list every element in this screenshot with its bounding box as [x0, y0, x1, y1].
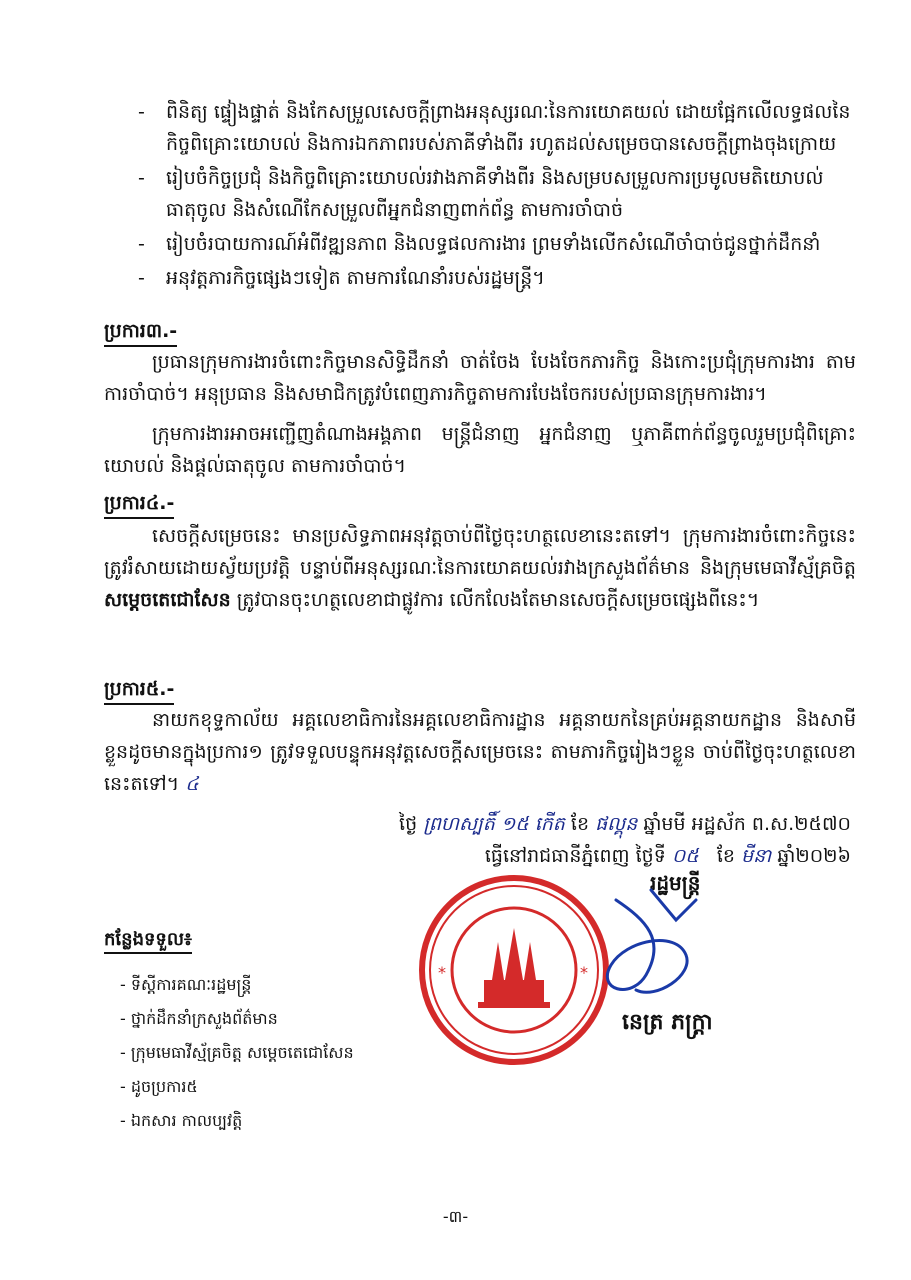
article4-text-b: ត្រូវបានចុះហត្ថលេខាជាផ្លូវការ លើកលែងតែមានសេចក្ដីសម្រេចផ្សេងពីនេះ។ [236, 589, 760, 611]
solar-year: ឆ្នាំ២០២៦ [777, 845, 851, 867]
recipient-item: - ឯកសារ កាលប្បវត្តិ [120, 1111, 243, 1130]
article5-heading: ប្រការ៥.- [104, 676, 174, 705]
solar-date-line [331, 840, 851, 872]
lunar-day-handwritten: ព្រហស្បតិ៍ ១៥ កើត [423, 813, 565, 835]
article3-heading: ប្រការ៣.- [104, 318, 177, 347]
list-item-text: ពិនិត្យ ផ្ទៀងផ្ទាត់ និងកែសម្រួលសេចក្ដីព្រាងអនុស្សរណៈនៃការយោគយល់ ដោយផ្អែកលើលទ្ធផលនៃកិច្ចពិគ្រោះយោបល់ និងការឯកភាពរបស់ភាគីទាំងពីរ រហូតដល់សម្រេចបានសេចក្ដីព្រាងចុងក្រោយ [166, 101, 851, 155]
lunar-prefix: ថ្ងៃ [399, 813, 418, 835]
lunar-date-line [331, 808, 851, 840]
article5-text: នាយកខុទ្ទកាល័យ អគ្គលេខាធិការនៃអគ្គលេខាធិការដ្ឋាន អគ្គនាយកនៃគ្រប់អគ្គនាយកដ្ឋាន និងសាមីខ្លួនដូចមានក្នុងប្រការ១ ត្រូវទទួលបន្ទុកអនុវត្តសេចក្ដីសម្រេចនេះ តាមភារកិច្ចរៀងៗខ្លួន ចាប់ពីថ្ងៃចុះហត្ថលេខានេះតទៅ។ [104, 709, 856, 795]
recipient-item: - ក្រុមមេធាវីស្ម័គ្រចិត្ត សម្ដេចតេជោសែន [120, 1043, 354, 1062]
article3-paragraph-1: ប្រធានក្រុមការងារចំពោះកិច្ចមានសិទ្ធិដឹកនាំ ចាត់ចែង បែងចែកភារកិច្ច និងកោះប្រជុំក្រុមការងារ តាមការចាំបាច់។ អនុប្រធាន និងសមាជិកត្រូវបំពេញភារកិច្ចតាមការបែងចែករបស់ប្រធានក្រុមការងារ។ [104, 351, 856, 405]
article4-heading: ប្រការ៤.- [104, 490, 174, 519]
article3-paragraph-2: ក្រុមការងារអាចអញ្ជើញតំណាងអង្គភាព មន្ត្រីជំនាញ អ្នកជំនាញ ឬភាគីពាក់ព័ន្ធចូលរួមប្រជុំពិគ្រោះយោបល់ និងផ្ដល់ធាតុចូល តាមការចាំបាច់។ [104, 423, 856, 477]
solar-day-handwritten: ០៥ [671, 845, 699, 867]
solar-prefix: ធ្វើនៅរាជធានីភ្នំពេញ ថ្ងៃទី [484, 845, 666, 867]
recipient-item: - ដូចប្រការ៥ [120, 1077, 198, 1096]
list-item-text: រៀបចំកិច្ចប្រជុំ និងកិច្ចពិគ្រោះយោបល់រវាងភាគីទាំងពីរ និងសម្របសម្រួលការប្រមូលមតិយោបល់ ធាតុចូល និងសំណើកែសម្រួលពីអ្នកជំនាញពាក់ព័ន្ធ តាមការចាំបាច់ [166, 167, 824, 221]
svg-text:*: * [438, 963, 446, 982]
handwritten-initial: ៤ [185, 773, 199, 795]
list-item-text: រៀបចំរបាយការណ៍អំពីវឌ្ឍនភាព និងលទ្ធផលការងារ ព្រមទាំងលើកសំណើចាំបាច់ជូនថ្នាក់ដឹកនាំ [166, 233, 821, 255]
recipient-item: - ទីស្ដីការគណៈរដ្ឋមន្ត្រី [120, 975, 252, 994]
list-item: - ពិនិត្យ ផ្ទៀងផ្ទាត់ និងកែសម្រួលសេចក្ដីព្រាងអនុស្សរណៈនៃការយោគយល់ ដោយផ្អែកលើលទ្ធផលនៃកិច្ចពិគ្រោះយោបល់ និងការឯកភាពរបស់ភាគីទាំងពីរ រហូតដល់សម្រេចបានសេចក្ដីព្រាងចុងក្រោយ [138, 101, 851, 155]
page-number: -៣- [442, 1207, 469, 1226]
recipients-heading: កន្លែងទទួល៖ [104, 928, 192, 954]
article4-text-a: សេចក្ដីសម្រេចនេះ មានប្រសិទ្ធភាពអនុវត្តចាប់ពីថ្ងៃចុះហត្ថលេខានេះតទៅ។ ក្រុមការងារចំពោះកិច្ចនេះ ត្រូវរំសាយដោយស្វ័យប្រវត្តិ បន្ទាប់ពីអនុស្សរណៈនៃការយោគយល់រវាងក្រសួងព័ត៌មាន និងក្រុមមេធាវីស្ម័គ្រចិត្ត [104, 525, 856, 579]
recipient-item: - ថ្នាក់ដឹកនាំក្រសួងព័ត៌មាន [120, 1009, 278, 1028]
date-block [331, 808, 851, 872]
lunar-month-handwritten: ផល្គុន [595, 813, 638, 835]
list-item: - រៀបចំរបាយការណ៍អំពីវឌ្ឍនភាព និងលទ្ធផលការងារ ព្រមទាំងលើកសំណើចាំបាច់ជូនថ្នាក់ដឹកនាំ [138, 233, 821, 255]
minister-title: រដ្ឋមន្ត្រី [650, 871, 701, 895]
article4-bold-name: សម្ដេចតេជោសែន [104, 589, 231, 611]
article4-paragraph [104, 520, 856, 616]
lunar-year: ឆ្នាំមមី អដ្ឋស័ក ព.ស.២៥៧០ [643, 813, 851, 835]
recipients-list [120, 968, 354, 1138]
lunar-month-label: ខែ [570, 813, 590, 835]
list-item: - អនុវត្តភារកិច្ចផ្សេងៗទៀត តាមការណែនាំរបស់រដ្ឋមន្ត្រី។ [138, 267, 545, 289]
article5-paragraph [104, 704, 856, 800]
signer-name: នេត្រ ភក្ត្រា [622, 1010, 713, 1035]
list-item: - រៀបចំកិច្ចប្រជុំ និងកិច្ចពិគ្រោះយោបល់រវាងភាគីទាំងពីរ និងសម្របសម្រួលការប្រមូលមតិយោបល់ ធាតុចូល និងសំណើកែសម្រួលពីអ្នកជំនាញពាក់ព័ន្ធ តាមការចាំបាច់ [138, 167, 824, 221]
svg-text:*: * [580, 963, 588, 982]
duties-list [138, 96, 858, 296]
solar-month-label: ខែ [716, 845, 735, 867]
list-item-text: អនុវត្តភារកិច្ចផ្សេងៗទៀត តាមការណែនាំរបស់រដ្ឋមន្ត្រី។ [166, 267, 545, 289]
solar-month-handwritten: មីនា [741, 845, 772, 867]
